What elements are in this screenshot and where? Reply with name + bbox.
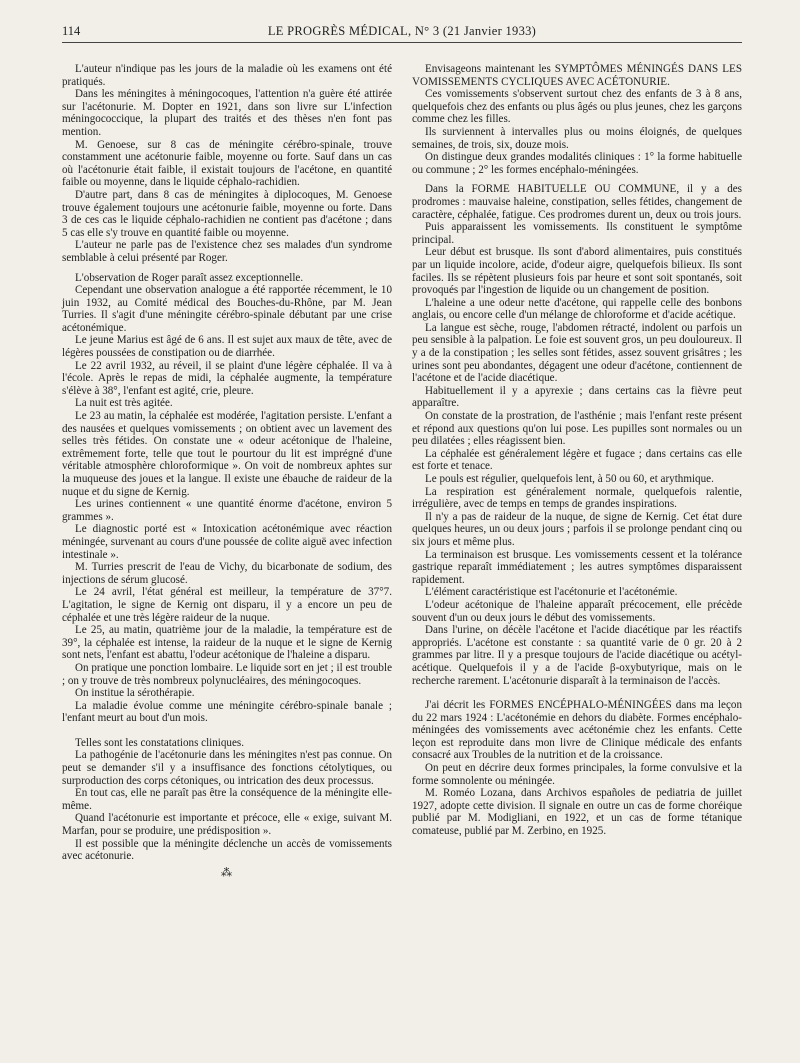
- paragraph: Il est possible que la méningite déclenche un accès de vomissements avec acétonurie.: [62, 837, 392, 863]
- paragraph: En tout cas, elle ne paraît pas être la conséquence de la méningite elle-même.: [62, 787, 392, 812]
- paragraph: Telles sont les constatations cliniques.: [75, 736, 244, 749]
- paragraph: Ces vomissements s'observent surtout chez des enfants de 3 à 8 ans, quelquefois chez des enfants ou plus âgés ou plus jeunes, chez les garçons comme chez les filles.: [412, 88, 742, 126]
- paragraph: Le 25, au matin, quatrième jour de la maladie, la température est de 39°, la céphalée est intense, la raideur de la nuque et le signe de Kernig sont nets, l'enfant est abattu, l'odeur acétonique de l'haleine a disparu.: [62, 624, 392, 662]
- paragraph: La pathogénie de l'acétonurie dans les méningites n'est pas connue. On peut se demander s'il y a insuffisance des fonctions cétolytiques, ou surproduction des corps cétoniques, ou intrication des deux processus.: [62, 749, 392, 787]
- paragraph: Le jeune Marius est âgé de 6 ans. Il est sujet aux maux de tête, avec de légères poussées de constipation ou de diarrhée.: [62, 334, 392, 360]
- paragraph: Le 24 avril, l'état général est meilleur, la température de 37°7. L'agitation, le signe de Kernig ont disparu, il y a encore un peu de céphalée et une très légère raideur de la nuque.: [62, 586, 392, 624]
- paragraph: L'observation de Roger paraît assez exceptionnelle.: [75, 271, 304, 284]
- paragraph: L'auteur n'indique pas les jours de la maladie où les examens ont été pratiqués.: [62, 63, 392, 88]
- paragraph: Il n'y a pas de raideur de la nuque, de signe de Kernig. Cet état dure quelques heures, un ou deux jours ; parfois il se prolonge pendant cinq ou six jours et même plus.: [412, 510, 742, 548]
- paragraph: L'élément caractéristique est l'acétonurie et l'acétonémie.: [425, 586, 678, 599]
- left-column: [62, 63, 392, 879]
- paragraph: J'ai décrit les FORMES ENCÉPHALO-MÉNINGÉES dans ma leçon du 22 mars 1924 : L'acétonémie en dehors du diabète. Formes encéphalo-méningées des vomissements avec acétonémie chez les enfants. Cette leçon est reproduite dans mon livre de Clinique médicale des enfants consacré aux Troubles de la nutrition et de la croissance.: [412, 699, 742, 762]
- paragraph: Dans la FORME HABITUELLE OU COMMUNE, il y a des prodromes : mauvaise haleine, constipation, selles fétides, changement de caractère, céphalée, fatigue. Ces prodromes durent un, deux ou trois jours.: [412, 183, 742, 221]
- paragraph: Ils surviennent à intervalles plus ou moins éloignés, de quelques semaines, de trois, six, douze mois.: [412, 125, 742, 151]
- paragraph: Envisageons maintenant les SYMPTÔMES MÉNINGÉS DANS LES VOMISSEMENTS CYCLIQUES AVEC ACÉTONURIE.: [412, 63, 742, 88]
- paragraph: L'auteur ne parle pas de l'existence chez ses malades d'un syndrome semblable à celui présenté par Roger.: [62, 239, 392, 264]
- paragraph: Quand l'acétonurie est importante et précoce, elle « exige, suivant M. Marfan, pour se produire, une prédisposition ».: [62, 812, 392, 838]
- paragraph: M. Roméo Lozana, dans Archivos españoles de pediatria de juillet 1927, adopte cette division. Il signale en outre un cas de forme choréique publié par M. Modigliani, en 1922, et un cas de forme tétanique comateuse, publié par M. Zerbino, en 1925.: [412, 787, 742, 838]
- paragraph: Dans les méningites à méningocoques, l'attention n'a guère été attirée sur l'acétonurie. M. Dopter en 1921, dans son livre sur L'infection méningococcique, la plupart des traités et des thèses n'en font pas mention.: [62, 88, 392, 138]
- paragraph: Habituellement il y a apyrexie ; dans certains cas la fièvre peut apparaître.: [412, 384, 742, 410]
- paragraph: M. Turries prescrit de l'eau de Vichy, du bicarbonate de sodium, des injections de sérum glucosé.: [62, 561, 392, 586]
- paragraph: La respiration est généralement normale, quelquefois ralentie, irrégulière, avec de temps en temps de grandes inspirations.: [412, 485, 742, 511]
- paragraph: Le pouls est régulier, quelquefois lent, à 50 ou 60, et arythmique.: [425, 473, 714, 485]
- paragraph: Le diagnostic porté est « Intoxication acétonémique avec réaction méningée, survenant au cours d'une poussée de colite aiguë avec infection intestinale ».: [62, 523, 392, 561]
- paragraph: La langue est sèche, rouge, l'abdomen rétracté, indolent ou parfois un peu sensible à la palpation. Le foie est souvent gros, un peu douloureux. Il y a de la constipation ; les selles sont fétides, assez souvent grisâtres ; les urines sont peu abondantes, dégagent une odeur d'acétone, contiennent de l'acétone et de l'acide diacétique.: [412, 321, 742, 385]
- paragraph: On pratique une ponction lombaire. Le liquide sort en jet ; il est trouble ; on y trouve de très nombreux polynucléaires, des méningocoques.: [62, 661, 392, 687]
- paragraph: D'autre part, dans 8 cas de méningites à diplocoques, M. Genoese trouve également toujours une acétonurie faible, moyenne ou forte. Dans 3 de ces cas le liquide céphalo-rachidien ne contient pas d'acétone ; dans 5 cas elle s'y trouve en quantité faible ou moyenne.: [62, 188, 392, 239]
- paragraph: On constate de la prostration, de l'asthénie ; mais l'enfant reste présent et répond aux questions qu'on lui pose. Les pupilles sont normales ou un peu dilatées ; elles réagissent bien.: [412, 410, 742, 448]
- paragraph: On distingue deux grandes modalités cliniques : 1° la forme habituelle ou commune ; 2° les formes encéphalo-méningées.: [412, 151, 742, 176]
- journal-title: LE PROGRÈS MÉDICAL, N° 3 (21 Janvier 1933): [267, 24, 537, 38]
- paragraph: Puis apparaissent les vomissements. Ils constituent le symptôme principal.: [412, 221, 742, 246]
- page-header: [62, 18, 742, 43]
- paragraph: M. Genoese, sur 8 cas de méningite cérébro-spinale, trouve constamment une acétonurie faible, moyenne ou forte. Sauf dans un cas où l'acétonurie était faible, il existait toujours de l'acétone, en quantité faible ou moyenne, dans le liquide céphalo-rachidien.: [62, 138, 392, 189]
- paragraph: Les urines contiennent « une quantité énorme d'acétone, environ 5 grammes ».: [62, 498, 392, 523]
- paragraph: On peut en décrire deux formes principales, la forme convulsive et la forme somnolente ou méningée.: [412, 762, 742, 787]
- paragraph: Le 22 avril 1932, au réveil, il se plaint d'une légère céphalée. Il va à l'école. Après le repas de midi, la céphalée augmente, la température s'élève à 38°, l'enfant est agité, crie, pleure.: [62, 359, 392, 397]
- right-column: [412, 63, 742, 838]
- paragraph: La maladie évolue comme une méningite cérébro-spinale banale ; l'enfant meurt au bout d'un mois.: [62, 699, 392, 725]
- paragraph: Dans l'urine, on décèle l'acétone et l'acide diacétique par les réactifs appropriés. L'acétone est constante : sa quantité varie de 0 gr. 20 à 2 grammes par litre. Il y a presque toujours de l'acide diacétique ou acétyl-acétique. Quelquefois il y a de l'acide β-oxybutyrique, mais on le recherche rarement. L'acétonurie disparaît à la terminaison de l'accès.: [412, 624, 742, 687]
- paragraph: On institue la sérothérapie.: [75, 687, 195, 700]
- paragraph: Le 23 au matin, la céphalée est modérée, l'agitation persiste. L'enfant a des nausées et quelques vomissements ; on obtient avec un lavement des selles très fétides. On constate une « odeur acétonique de l'haleine, extrêmement forte, telle que tout le pourtour du lit est imprégné d'une véritable atmosphère chloroformique ». On voit de nombreux aphtes sur la muqueuse des joues et la langue. Il existe une ébauche de raideur de la nuque et du signe de Kernig.: [62, 410, 392, 498]
- paragraph: Leur début est brusque. Ils sont d'abord alimentaires, puis constitués par un liquide incolore, acide, d'odeur aigre, quelquefois bilieux. Ils sont faciles. Ils se répètent plusieurs fois par heure et sont soit spontanés, soit provoqués par l'ingestion de liquide ou un changement de position.: [412, 246, 742, 297]
- paragraph: L'odeur acétonique de l'haleine apparaît précocement, elle précède souvent d'un ou deux jours le début des vomissements.: [412, 598, 742, 624]
- paragraph: Cependant une observation analogue a été rapportée récemment, le 10 juin 1932, au Comité médical des Bouches-du-Rhône, par M. Jean Turries. Il s'agit d'une méningite cérébro-spinale débutant par une crise acétonémique.: [62, 284, 392, 334]
- paragraph: La terminaison est brusque. Les vomissements cessent et la tolérance gastrique reparaît immédiatement ; les autres symptômes disparaissent rapidement.: [412, 548, 742, 586]
- section-ornament: ⁂: [221, 866, 233, 879]
- page-number: 114: [62, 24, 81, 38]
- paragraph: La céphalée est généralement légère et fugace ; dans certains cas elle est forte et tenace.: [412, 447, 742, 473]
- paragraph: La nuit est très agitée.: [75, 397, 173, 410]
- paragraph: L'haleine a une odeur nette d'acétone, qui rappelle celle des bonbons anglais, ou encore celle d'un mélange de chloroforme et d'acide acétique.: [412, 296, 742, 322]
